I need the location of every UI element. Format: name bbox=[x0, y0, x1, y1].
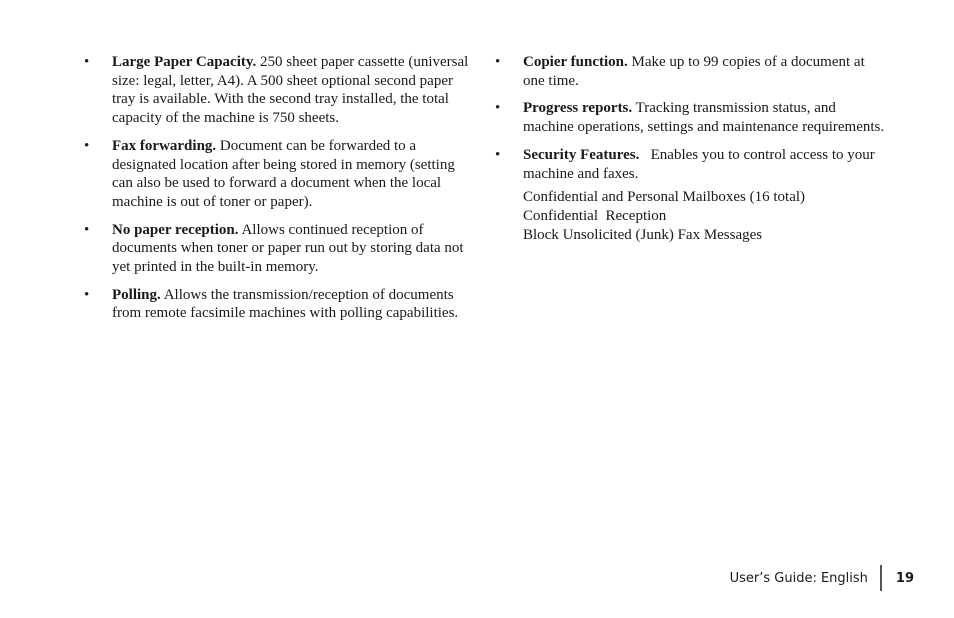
security-sublist bbox=[523, 188, 890, 244]
page-footer bbox=[730, 565, 914, 591]
feature-heading: Large Paper Capacity. bbox=[112, 54, 257, 70]
bullet: • bbox=[84, 221, 90, 238]
feature-heading: Polling. bbox=[112, 286, 161, 303]
feature-body: Tracking transmission status, and machine operations, settings and maintenance requirements. bbox=[523, 100, 885, 136]
bullet: • bbox=[84, 137, 90, 154]
feature-item-large-paper-capacity bbox=[84, 53, 476, 128]
feature-body: 250 sheet paper cassette (universal size: legal, letter, A4). A 500 sheet optional second paper tray is available. With the second tray installed, the total capacity of the machine is 750 sheets. bbox=[112, 54, 469, 127]
feature-heading: Fax forwarding. bbox=[112, 137, 217, 154]
sublist-item: Confidential Reception bbox=[523, 207, 667, 224]
bullet: • bbox=[495, 146, 501, 163]
feature-item-security-features bbox=[495, 146, 890, 183]
feature-item-copier-function bbox=[495, 53, 890, 90]
bullet: • bbox=[495, 54, 501, 70]
bullet: • bbox=[84, 54, 90, 70]
feature-body: Enables you to control access to your machine and faxes. bbox=[523, 146, 879, 182]
feature-item-fax-forwarding bbox=[84, 137, 476, 212]
footer-label: User’s Guide: English bbox=[729, 570, 868, 586]
feature-heading: Progress reports. bbox=[523, 100, 633, 117]
feature-item-polling bbox=[84, 286, 476, 323]
feature-item-progress-reports bbox=[495, 99, 890, 136]
sublist-item: Block Unsolicited (Junk) Fax Messages bbox=[523, 226, 763, 243]
feature-heading: No paper reception. bbox=[112, 221, 239, 238]
feature-item-no-paper-reception bbox=[84, 221, 476, 277]
feature-heading: Security Features. bbox=[523, 146, 640, 163]
page-number: 19 bbox=[895, 570, 914, 586]
left-column bbox=[84, 53, 476, 332]
feature-heading: Copier function. bbox=[523, 54, 628, 70]
feature-body: Document can be forwarded to a designated location after being stored in memory (setting can also be used to forward a document when the local machine is out of toner or paper). bbox=[112, 137, 455, 210]
sublist-item: Confidential and Personal Mailboxes (16 total) bbox=[523, 189, 806, 206]
bullet: • bbox=[495, 100, 501, 117]
feature-body: Allows continued reception of documents when toner or paper run out by storing data not yet printed in the built-in memory. bbox=[112, 221, 464, 276]
right-column bbox=[495, 53, 890, 244]
feature-body: Allows the transmission/reception of documents from remote facsimile machines with polling capabilities. bbox=[112, 286, 459, 322]
bullet: • bbox=[84, 286, 90, 303]
feature-body: Make up to 99 copies of a document at one time. bbox=[523, 54, 865, 89]
